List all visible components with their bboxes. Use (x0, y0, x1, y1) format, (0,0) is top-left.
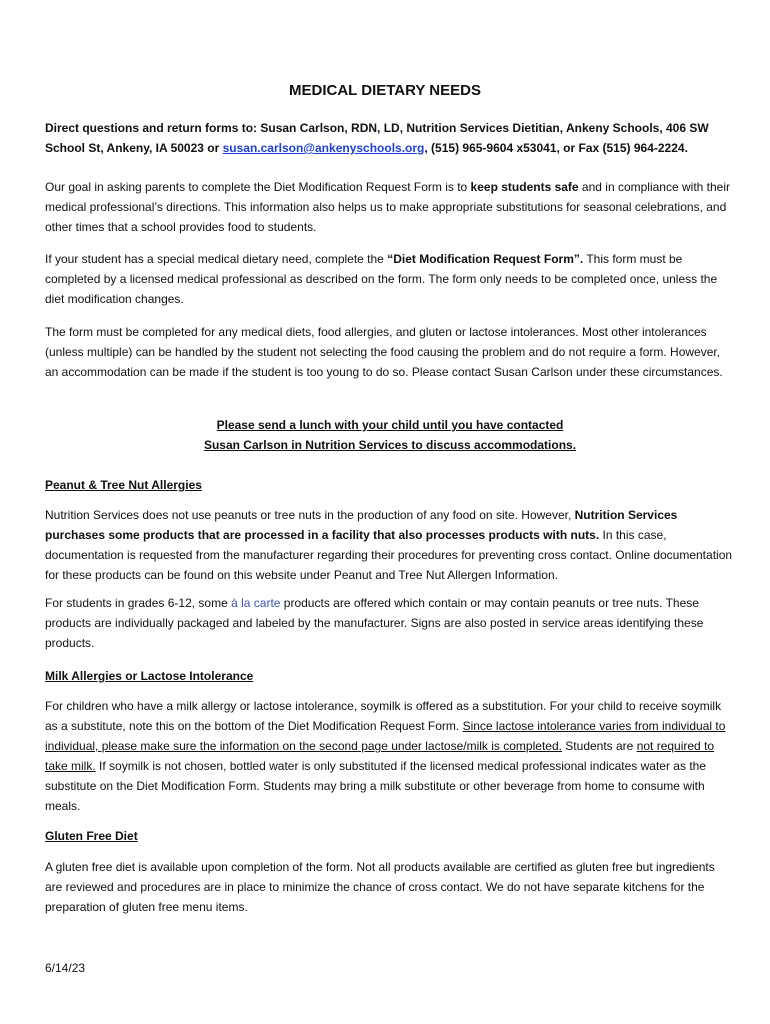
milk-paragraph (45, 696, 735, 816)
peanut-text-a: Nutrition Services does not use peanuts or tree nuts in the production of any food on site. However, (45, 508, 575, 522)
footer-date: 6/14/23 (45, 961, 86, 975)
form-text-c: This form must be completed by a licensed medical professional as described on the form. The form only needs to be completed once, unless the diet modification changes. (45, 252, 718, 306)
form-name-emphasis: “Diet Modification Request Form”. (387, 252, 584, 266)
intro-text-c: and in compliance with their medical professional’s directions. This information also helps us to make appropriate substitutions for seasonal celebrations, and other times that a school provides food to students. (45, 180, 731, 234)
notice-line-2: Susan Carlson in Nutrition Services to discuss accommodations. (203, 438, 577, 452)
milk-text-e: If soymilk is not chosen, bottled water is only substituted if the licensed medical professional indicates water as the substitute on the Diet Modification Form. Students may bring a milk substitute or other beverage from home to consume with meals. (45, 759, 706, 813)
milk-text-not-required: not required to take milk. (45, 739, 715, 773)
gluten-paragraph: A gluten free diet is available upon completion of the form. Not all products available are certified as gluten free but ingredients are reviewed and procedures are in place to minimize the chance of cross contact. We do not have separate kitchens for the preparation of gluten free menu items. (45, 860, 715, 914)
page-title: MEDICAL DIETARY NEEDS (289, 82, 481, 99)
milk-text-c: Students are (561, 739, 637, 753)
peanut-p2-text-c: products are offered which contain or may contain peanuts or tree nuts. These products are individually packaged and labeled by the manufacturer. Signs are also posted in service areas identifying these products. (45, 596, 704, 650)
contact-paragraph (45, 118, 735, 158)
intro-text-emphasis: keep students safe (470, 180, 579, 194)
peanut-heading: Peanut & Tree Nut Allergies (45, 478, 202, 492)
intro-paragraph (45, 177, 735, 237)
form-paragraph (45, 249, 735, 309)
contact-tail: , (515) 965-9604 x53041, or Fax (515) 964-2224. (424, 141, 688, 155)
peanut-p2-text-a: For students in grades 6-12, some (45, 596, 232, 610)
contact-email-link[interactable]: susan.carlson@ankenyschools.org (222, 141, 425, 155)
notice (45, 415, 735, 455)
milk-text-underlined: Since lactose intolerance varies from individual to individual, please make sure the information on the second page under lactose/milk is completed. (45, 719, 726, 753)
milk-text-a: For children who have a milk allergy or lactose intolerance, soymilk is offered as a substitution. For your child to receive soymilk as a substitute, note this on the bottom of the Diet Modification Request Form. (45, 699, 722, 733)
peanut-paragraph-1 (45, 505, 735, 585)
form-text-a: If your student has a special medical dietary need, complete the (45, 252, 388, 266)
peanut-text-c: In this case, documentation is requested from the manufacturer regarding their procedures for preventing cross contact. Online documentation for these products can be found on this website under Peanut and Tree Nut Allergen Information. (45, 528, 733, 582)
ala-carte-term: à la carte (231, 596, 281, 610)
requirements-paragraph: The form must be completed for any medical diets, food allergies, and gluten or lactose intolerances. Most other intolerances (unless multiple) can be handled by the student not selecting the food causing the problem and do not require a form. However, an accommodation can be made if the student is too young to do so. Please contact Susan Carlson under these circumstances. (45, 325, 723, 379)
peanut-text-emphasis: Nutrition Services purchases some products that are processed in a facility that also processes products with nuts. (45, 508, 678, 542)
contact-lead: Direct questions and return forms to: Susan Carlson, RDN, LD, Nutrition Services Dietitian, Ankeny Schools, 406 SW School St, Ankeny, IA 50023 or (45, 121, 709, 155)
gluten-heading: Gluten Free Diet (45, 829, 138, 843)
intro-text-a: Our goal in asking parents to complete the Diet Modification Request Form is to (45, 180, 471, 194)
milk-heading: Milk Allergies or Lactose Intolerance (45, 669, 254, 683)
notice-line-1: Please send a lunch with your child until you have contacted (216, 418, 564, 432)
peanut-paragraph-2 (45, 593, 735, 653)
